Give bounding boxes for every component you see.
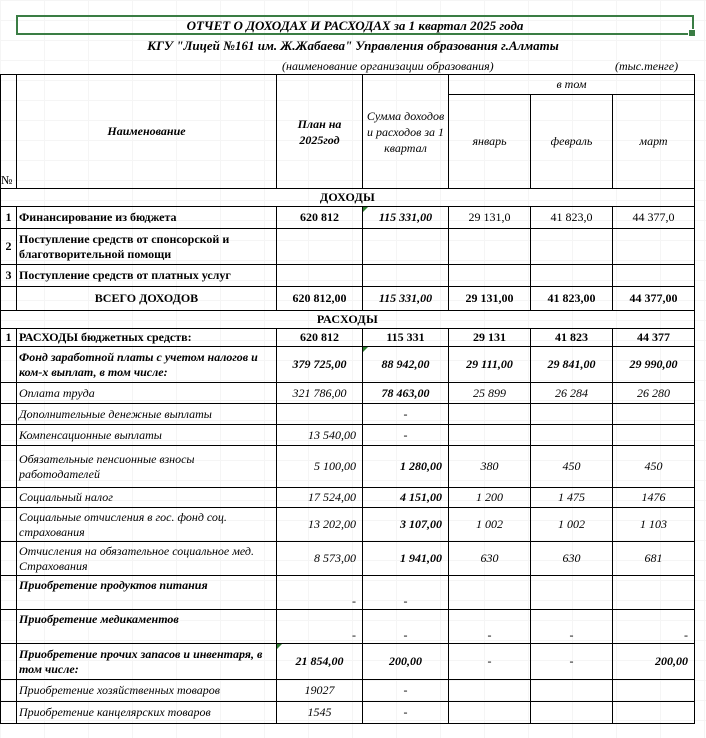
- expense-row-num[interactable]: [1, 644, 17, 680]
- expense-row-10-m1[interactable]: -: [449, 610, 531, 644]
- expense-row-2-m2[interactable]: 26 284: [531, 383, 613, 404]
- section-income[interactable]: [1, 189, 695, 207]
- section-expense-label: РАСХОДЫ: [316, 312, 379, 326]
- income-row-1-num[interactable]: 1: [1, 207, 17, 229]
- expense-row-1-sum[interactable]: 88 942,00: [363, 347, 449, 383]
- expense-row-6-plan[interactable]: 17 524,00: [277, 488, 363, 508]
- expense-row-3-m1[interactable]: [449, 404, 531, 425]
- expense-row-13-m1[interactable]: [449, 702, 531, 724]
- income-row-3-name[interactable]: Поступление средств от платных услуг: [17, 265, 277, 287]
- organization-name: КГУ "Лицей №161 им. Ж.Жабаева" Управления образования г.Алматы: [147, 38, 559, 53]
- header-month-3-label: март: [639, 134, 668, 148]
- expense-row-10-m2[interactable]: -: [531, 610, 613, 644]
- total-income-name[interactable]: ВСЕГО ДОХОДОВ: [17, 287, 277, 311]
- expense-row-4-m2[interactable]: [531, 425, 613, 446]
- expense-row-9-sum[interactable]: -: [363, 576, 449, 610]
- expense-head-sum[interactable]: 115 331: [363, 329, 449, 347]
- income-row-1-sum[interactable]: 115 331,00: [363, 207, 449, 229]
- expense-row-12-name[interactable]: Приобретение хозяйственных товаров: [17, 680, 277, 702]
- expense-row-13-m3[interactable]: [613, 702, 695, 724]
- income-row-3-m1[interactable]: [449, 265, 531, 287]
- expense-row-num[interactable]: [1, 702, 17, 724]
- header-month-2[interactable]: [531, 95, 613, 189]
- expense-row-11-m3[interactable]: 200,00: [613, 644, 695, 680]
- expense-row-5-name[interactable]: Обязательные пенсионные взносы работодателей: [17, 446, 277, 488]
- expense-row-num[interactable]: [1, 446, 17, 488]
- expense-row-8-plan[interactable]: 8 573,00: [277, 542, 363, 576]
- expense-row-11-m2[interactable]: -: [531, 644, 613, 680]
- expense-row-num[interactable]: [1, 680, 17, 702]
- report-table: [0, 74, 695, 724]
- income-row-2-m3[interactable]: [613, 229, 695, 265]
- expense-row-9-m2[interactable]: [531, 576, 613, 610]
- expense-row-12-plan[interactable]: 19027: [277, 680, 363, 702]
- expense-row-11-name[interactable]: Приобретение прочих запасов и инвентаря, в том числе:: [17, 644, 277, 680]
- income-row-2-m1[interactable]: [449, 229, 531, 265]
- header-incl: в том: [556, 77, 587, 91]
- expense-row-3-m3[interactable]: [613, 404, 695, 425]
- expense-row-4-m3[interactable]: [613, 425, 695, 446]
- expense-row-num[interactable]: [1, 542, 17, 576]
- unit-note: (тыс.тенге): [615, 59, 679, 73]
- expense-row-10-m3[interactable]: -: [613, 610, 695, 644]
- expense-head-m2[interactable]: 41 823: [531, 329, 613, 347]
- total-income-m2[interactable]: 41 823,00: [531, 287, 613, 311]
- expense-row-13-m2[interactable]: [531, 702, 613, 724]
- expense-row-num[interactable]: [1, 488, 17, 508]
- expense-row-8-sum[interactable]: 1 941,00: [363, 542, 449, 576]
- expense-row-1-m1[interactable]: 29 111,00: [449, 347, 531, 383]
- header-name: Наименование: [107, 124, 186, 138]
- expense-row-3-plan[interactable]: [277, 404, 363, 425]
- expense-row-11-sum[interactable]: 200,00: [363, 644, 449, 680]
- header-month-3[interactable]: [613, 95, 695, 189]
- expense-row-2-plan[interactable]: 321 786,00: [277, 383, 363, 404]
- income-row-3-num[interactable]: 3: [1, 265, 17, 287]
- expense-row-5-sum[interactable]: 1 280,00: [363, 446, 449, 488]
- expense-row-2-m1[interactable]: 25 899: [449, 383, 531, 404]
- expense-row-6-m2[interactable]: 1 475: [531, 488, 613, 508]
- expense-row-9-name[interactable]: Приобретение продуктов питания: [17, 576, 277, 610]
- header-sum: Сумма доходов и расходов за 1 квартал: [366, 108, 445, 155]
- expense-row-1-plan[interactable]: 379 725,00: [277, 347, 363, 383]
- expense-row-9-plan[interactable]: -: [277, 576, 363, 610]
- expense-row-12-sum[interactable]: -: [363, 680, 449, 702]
- expense-row-1-m3[interactable]: 29 990,00: [613, 347, 695, 383]
- expense-head-plan[interactable]: 620 812: [277, 329, 363, 347]
- header-name-cell[interactable]: [17, 75, 277, 189]
- income-row-3-plan[interactable]: [277, 265, 363, 287]
- header-num-cell[interactable]: [1, 75, 17, 189]
- total-income-m3[interactable]: 44 377,00: [613, 287, 695, 311]
- fill-handle[interactable]: [688, 29, 696, 37]
- expense-row-2-m3[interactable]: 26 280: [613, 383, 695, 404]
- expense-row-12-m3[interactable]: [613, 680, 695, 702]
- header-month-2-label: февраль: [550, 134, 593, 148]
- expense-row-13-sum[interactable]: -: [363, 702, 449, 724]
- income-row-2-sum[interactable]: [363, 229, 449, 265]
- header-month-1[interactable]: [449, 95, 531, 189]
- report-title: ОТЧЕТ О ДОХОДАХ И РАСХОДАХ за 1 квартал 2025 года: [186, 18, 524, 33]
- expense-row-5-plan[interactable]: 5 100,00: [277, 446, 363, 488]
- expense-row-12-m1[interactable]: [449, 680, 531, 702]
- expense-row-num[interactable]: [1, 347, 17, 383]
- header-plan-cell[interactable]: [277, 75, 363, 189]
- expense-row-12-m2[interactable]: [531, 680, 613, 702]
- income-row-3-m2[interactable]: [531, 265, 613, 287]
- expense-row-11-m1[interactable]: -: [449, 644, 531, 680]
- income-row-1-plan[interactable]: 620 812: [277, 207, 363, 229]
- expense-row-3-sum[interactable]: -: [363, 404, 449, 425]
- income-row-2-m2[interactable]: [531, 229, 613, 265]
- income-row-1-m2[interactable]: 41 823,0: [531, 207, 613, 229]
- income-row-1-name[interactable]: Финансирование из бюджета: [17, 207, 277, 229]
- expense-row-5-m3[interactable]: 450: [613, 446, 695, 488]
- expense-row-4-plan[interactable]: 13 540,00: [277, 425, 363, 446]
- expense-row-13-plan[interactable]: 1545: [277, 702, 363, 724]
- income-row-2-plan[interactable]: [277, 229, 363, 265]
- header-num: №: [1, 173, 13, 187]
- expense-row-num[interactable]: [1, 383, 17, 404]
- expense-head-num[interactable]: 1: [1, 329, 17, 347]
- header-sum-cell[interactable]: [363, 75, 449, 189]
- expense-head-m3[interactable]: 44 377: [613, 329, 695, 347]
- expense-row-6-m3[interactable]: 1476: [613, 488, 695, 508]
- expense-row-2-name[interactable]: Оплата труда: [17, 383, 277, 404]
- expense-row-8-name[interactable]: Отчисления на обязательное социальное мед. Страхования: [17, 542, 277, 576]
- expense-row-6-sum[interactable]: 4 151,00: [363, 488, 449, 508]
- expense-row-7-plan[interactable]: 13 202,00: [277, 508, 363, 542]
- expense-head-name[interactable]: РАСХОДЫ бюджетных средств:: [17, 329, 277, 347]
- expense-row-9-m1[interactable]: [449, 576, 531, 610]
- expense-row-num[interactable]: [1, 425, 17, 446]
- expense-head-m1[interactable]: 29 131: [449, 329, 531, 347]
- income-row-3-m3[interactable]: [613, 265, 695, 287]
- expense-row-8-m2[interactable]: 630: [531, 542, 613, 576]
- header-plan: План на 2025год: [297, 116, 342, 147]
- expense-row-2-sum[interactable]: 78 463,00: [363, 383, 449, 404]
- expense-row-3-name[interactable]: Дополнительные денежные выплаты: [17, 404, 277, 425]
- expense-row-10-name[interactable]: Приобретение медикаментов: [17, 610, 277, 644]
- expense-row-10-plan[interactable]: -: [277, 610, 363, 644]
- expense-row-1-m2[interactable]: 29 841,00: [531, 347, 613, 383]
- expense-row-7-name[interactable]: Социальные отчисления в гос. фонд соц. страхования: [17, 508, 277, 542]
- income-row-1-m3[interactable]: 44 377,0: [613, 207, 695, 229]
- expense-row-5-m1[interactable]: 380: [449, 446, 531, 488]
- expense-row-4-m1[interactable]: [449, 425, 531, 446]
- section-income-label: ДОХОДЫ: [319, 190, 376, 204]
- organization-note: (наименование организации образования): [282, 59, 494, 73]
- income-row-2-name[interactable]: Поступление средств от спонсорской и благотворительной помощи: [17, 229, 277, 265]
- expense-row-4-sum[interactable]: -: [363, 425, 449, 446]
- income-row-3-sum[interactable]: [363, 265, 449, 287]
- expense-row-num[interactable]: [1, 404, 17, 425]
- expense-row-9-m3[interactable]: [613, 576, 695, 610]
- expense-row-7-sum[interactable]: 3 107,00: [363, 508, 449, 542]
- expense-row-5-m2[interactable]: 450: [531, 446, 613, 488]
- expense-row-7-m3[interactable]: 1 103: [613, 508, 695, 542]
- expense-row-4-name[interactable]: Компенсационные выплаты: [17, 425, 277, 446]
- header-incl-cell[interactable]: [449, 75, 695, 95]
- expense-row-num[interactable]: [1, 508, 17, 542]
- expense-row-num[interactable]: [1, 610, 17, 644]
- income-row-1-m1[interactable]: 29 131,0: [449, 207, 531, 229]
- expense-row-11-plan[interactable]: 21 854,00: [277, 644, 363, 680]
- expense-row-6-name[interactable]: Социальный налог: [17, 488, 277, 508]
- expense-row-8-m1[interactable]: 630: [449, 542, 531, 576]
- total-income-num[interactable]: [1, 287, 17, 311]
- total-income-m1[interactable]: 29 131,00: [449, 287, 531, 311]
- expense-row-1-name[interactable]: Фонд заработной платы с учетом налогов и ком-х выплат, в том числе:: [17, 347, 277, 383]
- expense-row-3-m2[interactable]: [531, 404, 613, 425]
- expense-row-7-m2[interactable]: 1 002: [531, 508, 613, 542]
- section-expense[interactable]: [1, 311, 695, 329]
- expense-row-7-m1[interactable]: 1 002: [449, 508, 531, 542]
- header-month-1-label: январь: [472, 134, 507, 148]
- expense-row-num[interactable]: [1, 576, 17, 610]
- income-row-2-num[interactable]: 2: [1, 229, 17, 265]
- expense-row-10-sum[interactable]: -: [363, 610, 449, 644]
- expense-row-8-m3[interactable]: 681: [613, 542, 695, 576]
- total-income-plan[interactable]: 620 812,00: [277, 287, 363, 311]
- report-title-cell[interactable]: [16, 15, 694, 35]
- expense-row-6-m1[interactable]: 1 200: [449, 488, 531, 508]
- total-income-sum[interactable]: 115 331,00: [363, 287, 449, 311]
- expense-row-13-name[interactable]: Приобретение канцелярских товаров: [17, 702, 277, 724]
